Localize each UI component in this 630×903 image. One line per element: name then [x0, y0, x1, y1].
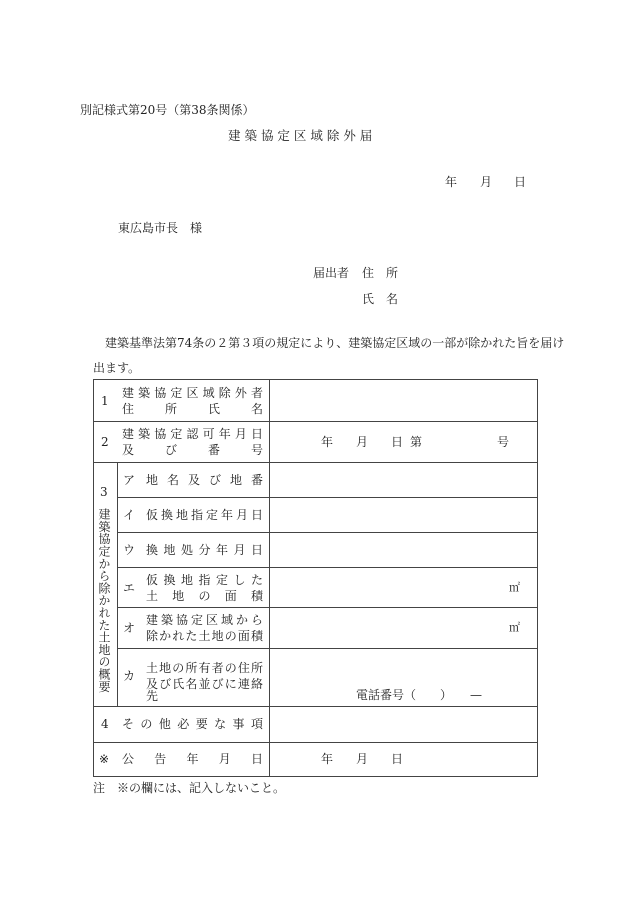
row2-year: 年 [321, 435, 334, 449]
row5-mark: ※ [99, 752, 110, 766]
phone-number-label: 電話番号（ ） — [356, 688, 483, 702]
row1-label-line2: 住所氏名 [122, 402, 263, 416]
row5-day: 日 [391, 752, 404, 766]
row5-label: 公告年月日 [122, 752, 263, 766]
item-i-mark: イ [123, 508, 136, 522]
item-ka-label-line2: 及び氏名並びに連絡先 [146, 677, 263, 703]
item-e-label-line2: 土地の面積 [146, 589, 263, 603]
body-line-2: 出ます。 [93, 361, 141, 375]
footnote: 注 ※の欄には、記入しないこと。 [93, 781, 286, 795]
item-o-label-line2: 除かれた土地の面積 [146, 629, 263, 643]
address-label: 住 所 [362, 266, 399, 280]
form-number: 別記様式第20号（第38条関係） [80, 103, 255, 117]
row1-number: 1 [101, 394, 109, 408]
item-o-unit: ㎡ [509, 621, 520, 634]
row2-day: 日 [391, 435, 404, 449]
date-day: 日 [514, 175, 527, 189]
applicant-label: 届出者 [313, 266, 350, 280]
date-month: 月 [480, 175, 493, 189]
addressee: 東広島市長 様 [118, 221, 203, 235]
item-i-label: 仮換地指定年月日 [146, 508, 263, 522]
row5-year: 年 [321, 752, 334, 766]
name-label: 氏 名 [362, 292, 399, 306]
date-year: 年 [445, 175, 458, 189]
item-u-mark: ウ [123, 543, 136, 557]
item-e-label-line1: 仮換地指定した [146, 573, 263, 587]
row4-number: 4 [101, 717, 109, 731]
row5-month: 月 [356, 752, 369, 766]
page-title: 建 築 協 定 区 域 除 外 届 [228, 128, 373, 143]
item-a-label: 地名及び地番 [146, 473, 263, 487]
item-e-mark: エ [123, 581, 136, 595]
row2-label-line1: 建築協定認可年月日 [122, 427, 263, 441]
item-e-unit: ㎡ [509, 581, 520, 594]
body-line-1: 建築基準法第74条の２第３項の規定により、建築協定区域の一部が除かれた旨を届け [105, 336, 565, 350]
item-a-mark: ア [123, 473, 136, 487]
item-ka-mark: カ [123, 669, 136, 683]
item-o-label-line1: 建築協定区域から [146, 613, 263, 627]
item-ka-label-line1: 土地の所有者の住所 [146, 661, 263, 675]
item-o-mark: オ [123, 621, 136, 635]
row2-dai: 第 [410, 435, 423, 449]
row2-go: 号 [497, 435, 510, 449]
row2-number: 2 [101, 435, 109, 449]
row2-month: 月 [356, 435, 369, 449]
row2-label-line2: 及び番号 [122, 443, 263, 457]
row3-number: 3 [100, 485, 108, 499]
row4-label: その他必要な事項 [122, 717, 263, 731]
row1-label-line1: 建築協定区域除外者 [122, 386, 263, 400]
item-u-label: 換地処分年月日 [146, 543, 263, 557]
row3-vertical-label: 建築協定から除かれた土地の概要 [97, 508, 111, 693]
